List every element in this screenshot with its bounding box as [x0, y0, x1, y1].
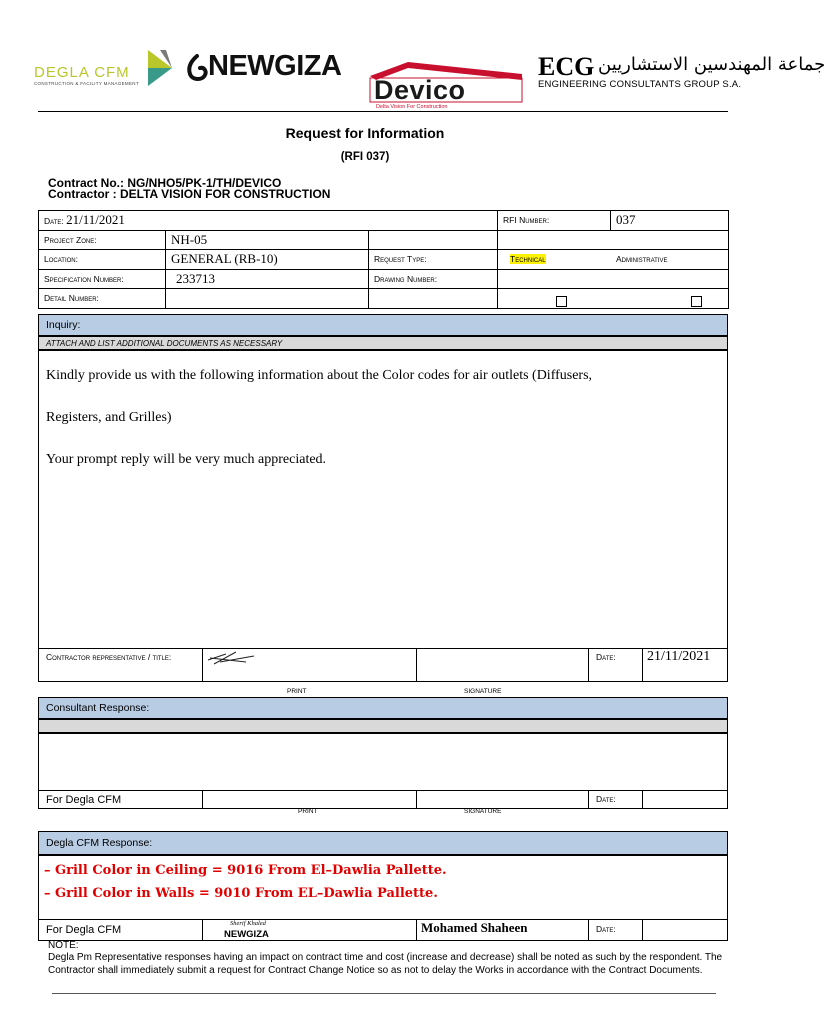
inquiry-text-line-3: Your prompt reply will be very much appreciated.	[46, 452, 327, 467]
rfi-info-table	[38, 210, 729, 309]
divider	[38, 919, 728, 920]
spec-number-value[interactable]: 233713	[166, 269, 369, 289]
date-label: Date:	[44, 216, 64, 227]
divider	[416, 919, 417, 941]
header-divider	[38, 111, 728, 112]
inquiry-text-line-2: Registers, and Grilles)	[46, 410, 172, 425]
divider	[202, 790, 203, 809]
newgiza-signature-stamp	[224, 920, 274, 940]
technical-checkbox[interactable]	[556, 296, 567, 307]
newgiza-logo	[186, 48, 358, 88]
date-cell	[39, 211, 498, 231]
location-label: Location:	[39, 250, 166, 270]
inquiry-header: Inquiry:	[38, 314, 728, 336]
ecg-logo-tagline: ENGINEERING CONSULTANTS GROUP S.A.	[538, 79, 742, 90]
table-row	[39, 289, 729, 309]
consultant-gray-band	[38, 719, 728, 733]
divider	[588, 790, 589, 809]
table-row	[39, 269, 729, 289]
print-label: PRINT	[298, 808, 318, 815]
inquiry-box	[38, 350, 728, 682]
degla-response-header	[38, 831, 728, 855]
newgiza-logo-text: NEWGIZA	[208, 50, 342, 82]
stamp-signed-name: Sherif Khaled	[230, 920, 266, 927]
project-zone-value[interactable]: NH-05	[166, 230, 369, 250]
divider	[642, 790, 643, 809]
divider	[38, 790, 728, 791]
degla-response-line-2: – Grill Color in Walls = 9010 From EL–Dawlia Pallette.	[44, 886, 438, 901]
devico-logo-text: Devico	[374, 75, 466, 105]
divider	[642, 648, 643, 682]
contractor-name: Contractor : DELTA VISION FOR CONSTRUCTION	[48, 187, 331, 201]
degla-response-line-1: – Grill Color in Ceiling = 9016 From El–Dawlia Pallette.	[44, 863, 447, 878]
contractor-signature-scribble	[206, 650, 258, 668]
divider	[416, 790, 417, 809]
signature-row-divider	[38, 648, 728, 649]
project-zone-label: Project Zone:	[39, 230, 166, 250]
date-value[interactable]: 21/11/2021	[66, 212, 125, 228]
request-type-administrative[interactable]: Administrative	[615, 254, 668, 265]
table-row	[39, 211, 729, 231]
signature-label: SIGNATURE	[464, 688, 502, 695]
divider	[416, 648, 417, 682]
ecg-arabic-text: جماعة المهندسين الاستشاريين	[598, 54, 825, 75]
drawing-number-value[interactable]	[498, 269, 729, 289]
drawing-number-label: Drawing Number:	[369, 269, 498, 289]
divider	[588, 648, 589, 682]
footer-divider	[52, 993, 716, 994]
table-row	[39, 230, 729, 250]
signer-name[interactable]: Mohamed Shaheen	[421, 920, 528, 935]
consultant-for-label: For Degla CFM	[46, 794, 122, 806]
degla-logo-tagline: CONSTRUCTION & FACILITY MANAGEMENT	[34, 81, 139, 86]
stamp-logo-text: NEWGIZA	[224, 929, 269, 940]
inquiry-date-value[interactable]: 21/11/2021	[647, 649, 711, 664]
administrative-checkbox[interactable]	[691, 296, 702, 307]
devico-logo	[366, 60, 526, 110]
consultant-response-header	[38, 697, 728, 719]
consultant-response-label: Consultant Response:	[46, 702, 150, 714]
contract-number: Contract No.: NG/NHO5/PK-1/TH/DEVICO	[48, 176, 282, 190]
detail-number-label: Detail Number:	[39, 289, 166, 309]
rfi-number-label: RFI Number:	[498, 211, 611, 231]
degla-date-label: Date:	[596, 924, 616, 934]
detail-number-value[interactable]	[166, 289, 369, 309]
consultant-response-box[interactable]	[38, 733, 728, 809]
signature-label: SIGNATURE	[464, 808, 502, 815]
spec-number-label: Specification Number:	[39, 269, 166, 289]
request-type-label: Request Type:	[369, 250, 498, 270]
inquiry-text-line-1: Kindly provide us with the following information about the Color codes for air outlets (Diffusers,	[46, 368, 593, 383]
divider	[202, 648, 203, 682]
location-value[interactable]: GENERAL (RB-10)	[166, 250, 369, 270]
print-label: PRINT	[287, 688, 307, 695]
table-row	[39, 250, 729, 270]
degla-response-label: Degla CFM Response:	[46, 837, 153, 849]
contractor-rep-label: Contractor representative / title:	[46, 652, 172, 662]
empty-cell	[369, 230, 498, 250]
empty-cell	[369, 289, 498, 309]
degla-for-label: For Degla CFM	[46, 924, 122, 936]
rfi-code: (RFI 037)	[340, 151, 390, 163]
ecg-logo	[536, 50, 825, 94]
note-label: NOTE:	[48, 940, 79, 951]
request-type-technical[interactable]: Technical	[510, 254, 546, 265]
divider	[642, 919, 643, 941]
newgiza-swirl-icon	[186, 54, 208, 82]
request-type-options	[498, 250, 729, 270]
devico-logo-tagline: Delta Vision For Construction	[376, 104, 448, 110]
note-text: Degla Pm Representative responses having an impact on contract time and cost (increase and decrease) shall be noted as such by the respondent. The Contractor shall immediately submit a request for Contract Change Notice so as not to delay the Works in accordance with the Contract Documents.	[48, 952, 723, 976]
ecg-logo-text: ECG	[538, 52, 595, 81]
empty-cell	[498, 230, 729, 250]
consultant-date-label: Date:	[596, 794, 616, 804]
inquiry-instruction: ATTACH AND LIST ADDITIONAL DOCUMENTS AS NECESSARY	[38, 336, 728, 350]
divider	[202, 919, 203, 941]
degla-triangle-icon	[146, 48, 174, 88]
inquiry-date-label: Date:	[596, 652, 616, 662]
degla-logo-text: DEGLA CFM	[34, 64, 130, 81]
divider	[588, 919, 589, 941]
degla-cfm-logo	[34, 48, 174, 88]
document-title: Request for Information	[285, 125, 445, 141]
rfi-number-value[interactable]: 037	[611, 211, 729, 231]
